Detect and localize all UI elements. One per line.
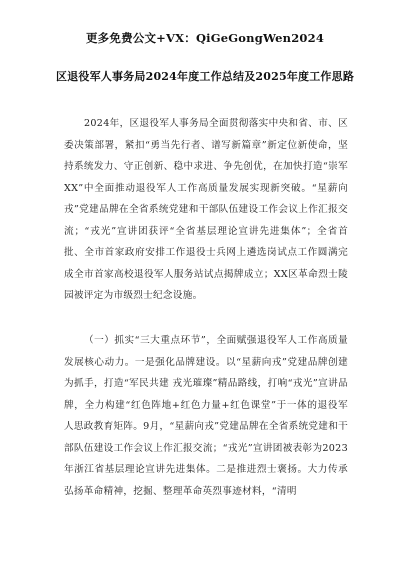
document-title: 区退役军人事务局2024年度工作总结及2025年度工作思路	[55, 70, 355, 83]
body-paragraph-1: 2024年，区退役军人事务局全面贯彻落实中央和省、市、区委决策部署，紧扣“勇当先行者、谱写新篇章”新定位新使命，坚持系统发力、守正创新、稳中求进、争先创优，在加快打造“崇军XX”中全面推动退役军人工作高质量发展实现新突破。“星薪向戎”党建品牌在全省系统党建和干部队伍建设工作会议上作汇报交流；“戎光”宣讲团获评“全省基层理论宣讲先进集体”；全省首批、全市首家政府安排工作退役士兵网上遴选岗试点工作圆满完成全市首家高校退役军人服务站试点揭牌成立；XX区革命烈士陵园被评定为市级烈士纪念设施。	[64, 118, 348, 301]
body-paragraph-2: （一）抓实“三大重点环节”，全面赋强退役军人工作高质量发展核心动力。一是强化品牌建设。以“星薪向戎”党建品牌创建为抓手，打造“军民共建 戎光璀璨”精品路线，打响“戎光”宣讲品牌，全力构建“红色阵地+红色力量+红色课堂”于一体的退役军人思政教育矩阵。9月，“星薪向戎”党建品牌在全省系统党建和干部队伍建设工作会议上作汇报交流；“戎光”宣讲团被表彰为2023年浙江省基层理论宣讲先进集体。二是推进烈士褒扬。大力传承弘扬革命精神，挖掘、整理革命英烈事迹材料，“清明	[64, 335, 348, 497]
watermark-header: 更多免费公文+VX：QiGeGongWen2024	[85, 31, 325, 45]
